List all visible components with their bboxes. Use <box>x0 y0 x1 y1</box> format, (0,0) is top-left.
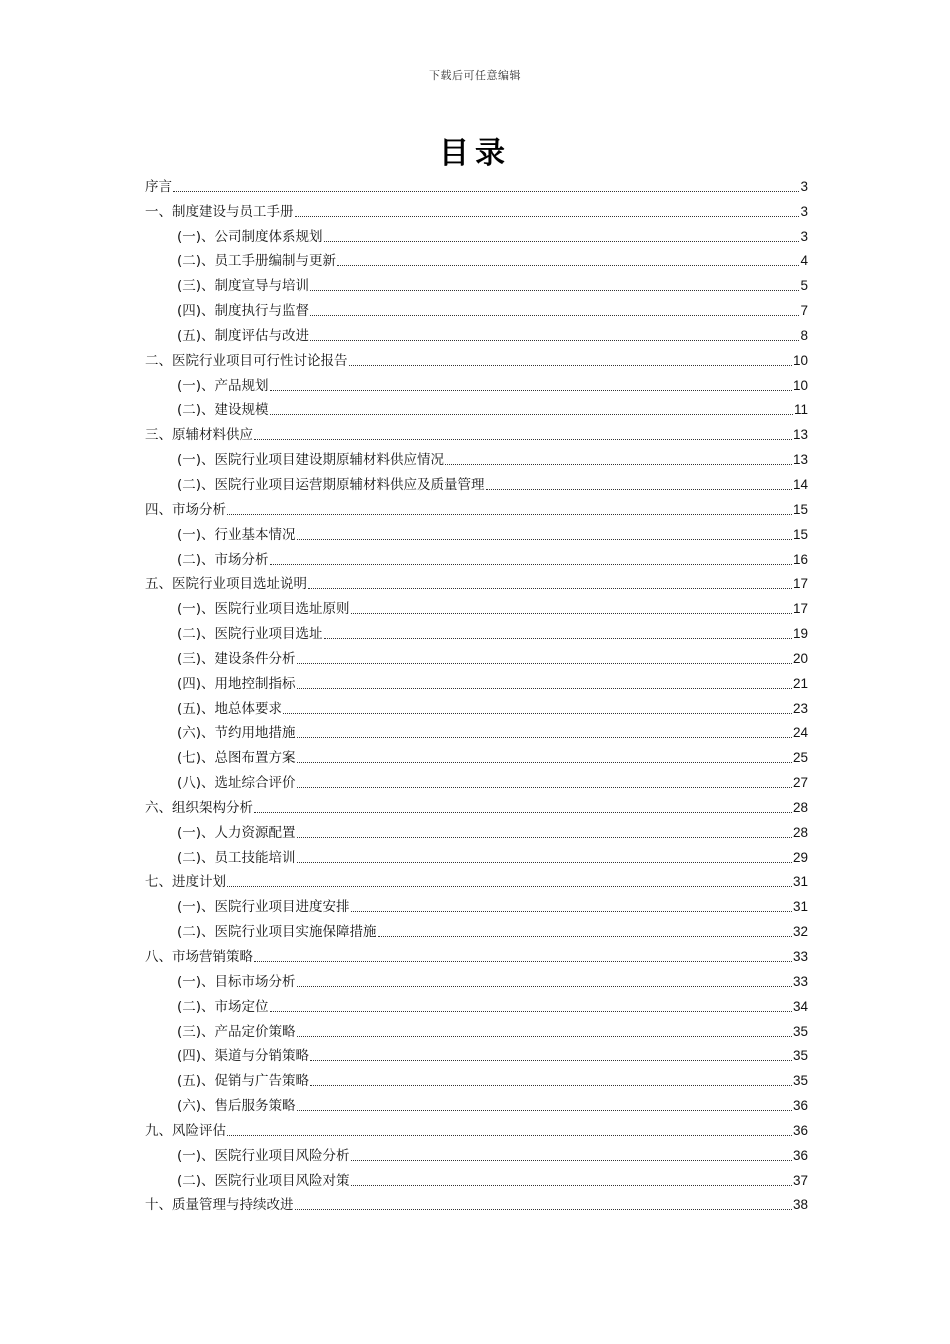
toc-entry-page-number: 28 <box>792 824 808 840</box>
toc-dot-leader <box>297 787 792 788</box>
toc-entry[interactable] <box>145 845 808 870</box>
toc-entry-text: (一)、医院行业项目风险分析 <box>177 1147 350 1164</box>
toc-entry[interactable] <box>145 373 808 398</box>
toc-entry[interactable] <box>145 547 808 572</box>
toc-entry-text: (一)、目标市场分析 <box>177 973 296 990</box>
toc-entry-page-number: 31 <box>792 899 808 915</box>
toc-entry[interactable] <box>145 820 808 845</box>
toc-dot-leader <box>295 1209 792 1210</box>
toc-entry-text: (二)、医院行业项目选址 <box>177 626 323 643</box>
toc-entry-page-number: 13 <box>792 452 808 468</box>
toc-dot-leader <box>445 464 792 465</box>
toc-entry[interactable] <box>145 944 808 969</box>
toc-entry[interactable] <box>145 1044 808 1069</box>
toc-entry-page-number: 10 <box>792 377 808 393</box>
toc-entry-text: (二)、医院行业项目实施保障措施 <box>177 924 377 941</box>
toc-entry-text: (一)、医院行业项目选址原则 <box>177 601 350 618</box>
toc-entry[interactable] <box>145 422 808 447</box>
toc-entry[interactable] <box>145 447 808 472</box>
page-header-note: 下载后可任意编辑 <box>429 69 521 82</box>
toc-dot-leader <box>310 290 799 291</box>
toc-list <box>145 174 808 1217</box>
toc-entry-page-number: 3 <box>800 203 808 219</box>
toc-dot-leader <box>486 489 792 490</box>
toc-entry[interactable] <box>145 224 808 249</box>
toc-entry-page-number: 8 <box>800 327 808 343</box>
toc-dot-leader <box>349 365 792 366</box>
toc-dot-leader <box>310 1060 792 1061</box>
toc-entry-page-number: 17 <box>792 601 808 617</box>
toc-entry-page-number: 21 <box>792 675 808 691</box>
toc-dot-leader <box>270 564 792 565</box>
toc-entry-page-number: 15 <box>792 526 808 542</box>
toc-dot-leader <box>324 638 792 639</box>
toc-entry-page-number: 27 <box>792 775 808 791</box>
toc-dot-leader <box>310 1085 792 1086</box>
toc-entry-page-number: 29 <box>792 849 808 865</box>
toc-entry[interactable] <box>145 348 808 373</box>
toc-entry[interactable] <box>145 721 808 746</box>
toc-dot-leader <box>227 886 792 887</box>
toc-entry-page-number: 37 <box>792 1172 808 1188</box>
toc-entry-page-number: 3 <box>800 178 808 194</box>
toc-entry[interactable] <box>145 398 808 423</box>
toc-dot-leader <box>270 390 792 391</box>
toc-entry[interactable] <box>145 994 808 1019</box>
toc-entry[interactable] <box>145 472 808 497</box>
toc-entry[interactable] <box>145 745 808 770</box>
toc-entry-page-number: 35 <box>792 1048 808 1064</box>
toc-entry-page-number: 16 <box>792 551 808 567</box>
toc-entry-text: (六)、售后服务策略 <box>177 1098 296 1115</box>
toc-entry-text: (三)、建设条件分析 <box>177 650 296 667</box>
toc-entry[interactable] <box>145 894 808 919</box>
toc-dot-leader <box>254 812 792 813</box>
toc-dot-leader <box>227 1135 792 1136</box>
toc-entry[interactable] <box>145 919 808 944</box>
toc-entry-page-number: 13 <box>792 427 808 443</box>
toc-entry-text: 九、风险评估 <box>145 1122 226 1139</box>
toc-entry[interactable] <box>145 174 808 199</box>
toc-entry-page-number: 19 <box>792 626 808 642</box>
toc-dot-leader <box>297 688 792 689</box>
toc-entry-text: 序言 <box>145 178 172 195</box>
toc-entry-text: (一)、医院行业项目建设期原辅材料供应情况 <box>177 452 445 469</box>
toc-entry-text: 五、医院行业项目选址说明 <box>145 576 307 593</box>
toc-entry-text: (二)、员工技能培训 <box>177 849 296 866</box>
toc-entry-text: 十、质量管理与持续改进 <box>145 1197 294 1214</box>
toc-entry-page-number: 28 <box>792 799 808 815</box>
toc-title: 目录 <box>439 136 511 171</box>
toc-dot-leader <box>254 439 792 440</box>
toc-entry[interactable] <box>145 1093 808 1118</box>
toc-entry[interactable] <box>145 572 808 597</box>
toc-entry-page-number: 17 <box>792 576 808 592</box>
toc-entry-page-number: 36 <box>792 1147 808 1163</box>
toc-entry[interactable] <box>145 199 808 224</box>
toc-entry-text: (一)、行业基本情况 <box>177 526 296 543</box>
toc-entry[interactable] <box>145 1143 808 1168</box>
toc-entry-text: (五)、制度评估与改进 <box>177 327 310 344</box>
toc-dot-leader <box>310 340 799 341</box>
toc-entry-page-number: 3 <box>800 228 808 244</box>
toc-entry-page-number: 15 <box>792 501 808 517</box>
toc-entry[interactable] <box>145 795 808 820</box>
toc-entry-text: (七)、总图布置方案 <box>177 750 296 767</box>
toc-entry-text: 三、原辅材料供应 <box>145 427 253 444</box>
toc-dot-leader <box>351 1160 792 1161</box>
toc-entry-text: (二)、员工手册编制与更新 <box>177 253 337 270</box>
toc-entry-page-number: 34 <box>792 998 808 1014</box>
toc-entry-text: (五)、促销与广告策略 <box>177 1073 310 1090</box>
toc-entry-text: (四)、用地控制指标 <box>177 675 296 692</box>
toc-dot-leader <box>297 1110 792 1111</box>
toc-entry-text: (四)、制度执行与监督 <box>177 303 310 320</box>
toc-entry-text: (二)、市场定位 <box>177 998 269 1015</box>
toc-entry-page-number: 4 <box>800 253 808 269</box>
toc-dot-leader <box>297 737 792 738</box>
toc-entry-text: 四、市场分析 <box>145 501 226 518</box>
toc-dot-leader <box>351 1185 792 1186</box>
toc-entry-text: (一)、产品规划 <box>177 377 269 394</box>
toc-entry-page-number: 36 <box>792 1122 808 1138</box>
toc-entry-text: 八、市场营销策略 <box>145 949 253 965</box>
toc-entry-page-number: 14 <box>792 476 808 492</box>
toc-entry-page-number: 32 <box>792 924 808 940</box>
toc-entry-page-number: 11 <box>793 402 808 418</box>
toc-dot-leader <box>324 241 800 242</box>
toc-entry-text: (二)、建设规模 <box>177 402 269 419</box>
toc-entry[interactable] <box>145 596 808 621</box>
toc-dot-leader <box>297 862 792 863</box>
toc-entry-page-number: 38 <box>792 1197 808 1213</box>
toc-entry-text: (四)、渠道与分销策略 <box>177 1048 310 1065</box>
toc-entry-text: 六、组织架构分析 <box>145 799 253 816</box>
toc-entry-page-number: 35 <box>792 1023 808 1039</box>
toc-entry-page-number: 33 <box>792 973 808 989</box>
toc-entry-page-number: 10 <box>792 352 808 368</box>
toc-entry-text: 一、制度建设与员工手册 <box>145 203 294 220</box>
toc-entry-page-number: 31 <box>792 874 808 890</box>
toc-entry[interactable] <box>145 1019 808 1044</box>
toc-dot-leader <box>351 911 792 912</box>
toc-entry-page-number: 24 <box>792 725 808 741</box>
toc-entry[interactable] <box>145 1118 808 1143</box>
toc-entry[interactable] <box>145 1193 808 1218</box>
toc-entry-text: (六)、节约用地措施 <box>177 725 296 742</box>
toc-dot-leader <box>270 414 793 415</box>
toc-entry[interactable] <box>145 1168 808 1193</box>
toc-entry[interactable] <box>145 770 808 795</box>
toc-dot-leader <box>254 961 792 962</box>
toc-entry-text: (三)、产品定价策略 <box>177 1023 296 1040</box>
toc-dot-leader <box>310 315 799 316</box>
toc-entry-text: (二)、医院行业项目运营期原辅材料供应及质量管理 <box>177 476 485 493</box>
toc-entry-text: (二)、市场分析 <box>177 551 269 568</box>
toc-entry-text: 七、进度计划 <box>145 874 226 891</box>
toc-entry[interactable] <box>145 646 808 671</box>
toc-dot-leader <box>378 936 792 937</box>
toc-entry-text: (五)、地总体要求 <box>177 700 283 717</box>
toc-entry[interactable] <box>145 696 808 721</box>
toc-entry-page-number: 20 <box>792 650 808 666</box>
toc-dot-leader <box>337 265 799 266</box>
toc-dot-leader <box>283 713 792 714</box>
toc-dot-leader <box>297 663 792 664</box>
toc-dot-leader <box>297 539 792 540</box>
toc-dot-leader <box>227 514 792 515</box>
toc-entry-page-number: 7 <box>800 303 808 319</box>
toc-entry[interactable] <box>145 249 808 274</box>
toc-entry-text: (一)、公司制度体系规划 <box>177 228 323 245</box>
toc-dot-leader <box>297 1036 792 1037</box>
toc-entry[interactable] <box>145 1068 808 1093</box>
toc-entry[interactable] <box>145 969 808 994</box>
toc-entry-text: (一)、人力资源配置 <box>177 824 296 841</box>
toc-dot-leader <box>297 986 792 987</box>
toc-entry-page-number: 36 <box>792 1098 808 1114</box>
toc-entry-text: (一)、医院行业项目进度安排 <box>177 899 350 916</box>
toc-entry-text: (二)、医院行业项目风险对策 <box>177 1172 350 1189</box>
toc-entry[interactable] <box>145 273 808 298</box>
toc-entry[interactable] <box>145 298 808 323</box>
toc-entry-page-number: 23 <box>792 700 808 716</box>
toc-dot-leader <box>297 837 792 838</box>
toc-dot-leader <box>297 762 792 763</box>
toc-entry[interactable] <box>145 870 808 895</box>
toc-entry-text: (三)、制度宣导与培训 <box>177 278 310 295</box>
toc-entry[interactable] <box>145 497 808 522</box>
toc-entry-page-number: 33 <box>792 949 808 964</box>
toc-entry-page-number: 25 <box>792 750 808 766</box>
toc-dot-leader <box>173 191 799 192</box>
toc-entry-page-number: 35 <box>792 1073 808 1089</box>
toc-entry[interactable] <box>145 522 808 547</box>
toc-dot-leader <box>295 216 800 217</box>
toc-dot-leader <box>351 613 792 614</box>
toc-entry[interactable] <box>145 621 808 646</box>
toc-entry[interactable] <box>145 323 808 348</box>
toc-entry-page-number: 5 <box>800 278 808 294</box>
toc-dot-leader <box>270 1011 792 1012</box>
toc-entry[interactable] <box>145 671 808 696</box>
toc-entry-text: (八)、选址综合评价 <box>177 775 296 792</box>
toc-entry-text: 二、医院行业项目可行性讨论报告 <box>145 352 348 369</box>
toc-dot-leader <box>308 588 792 589</box>
